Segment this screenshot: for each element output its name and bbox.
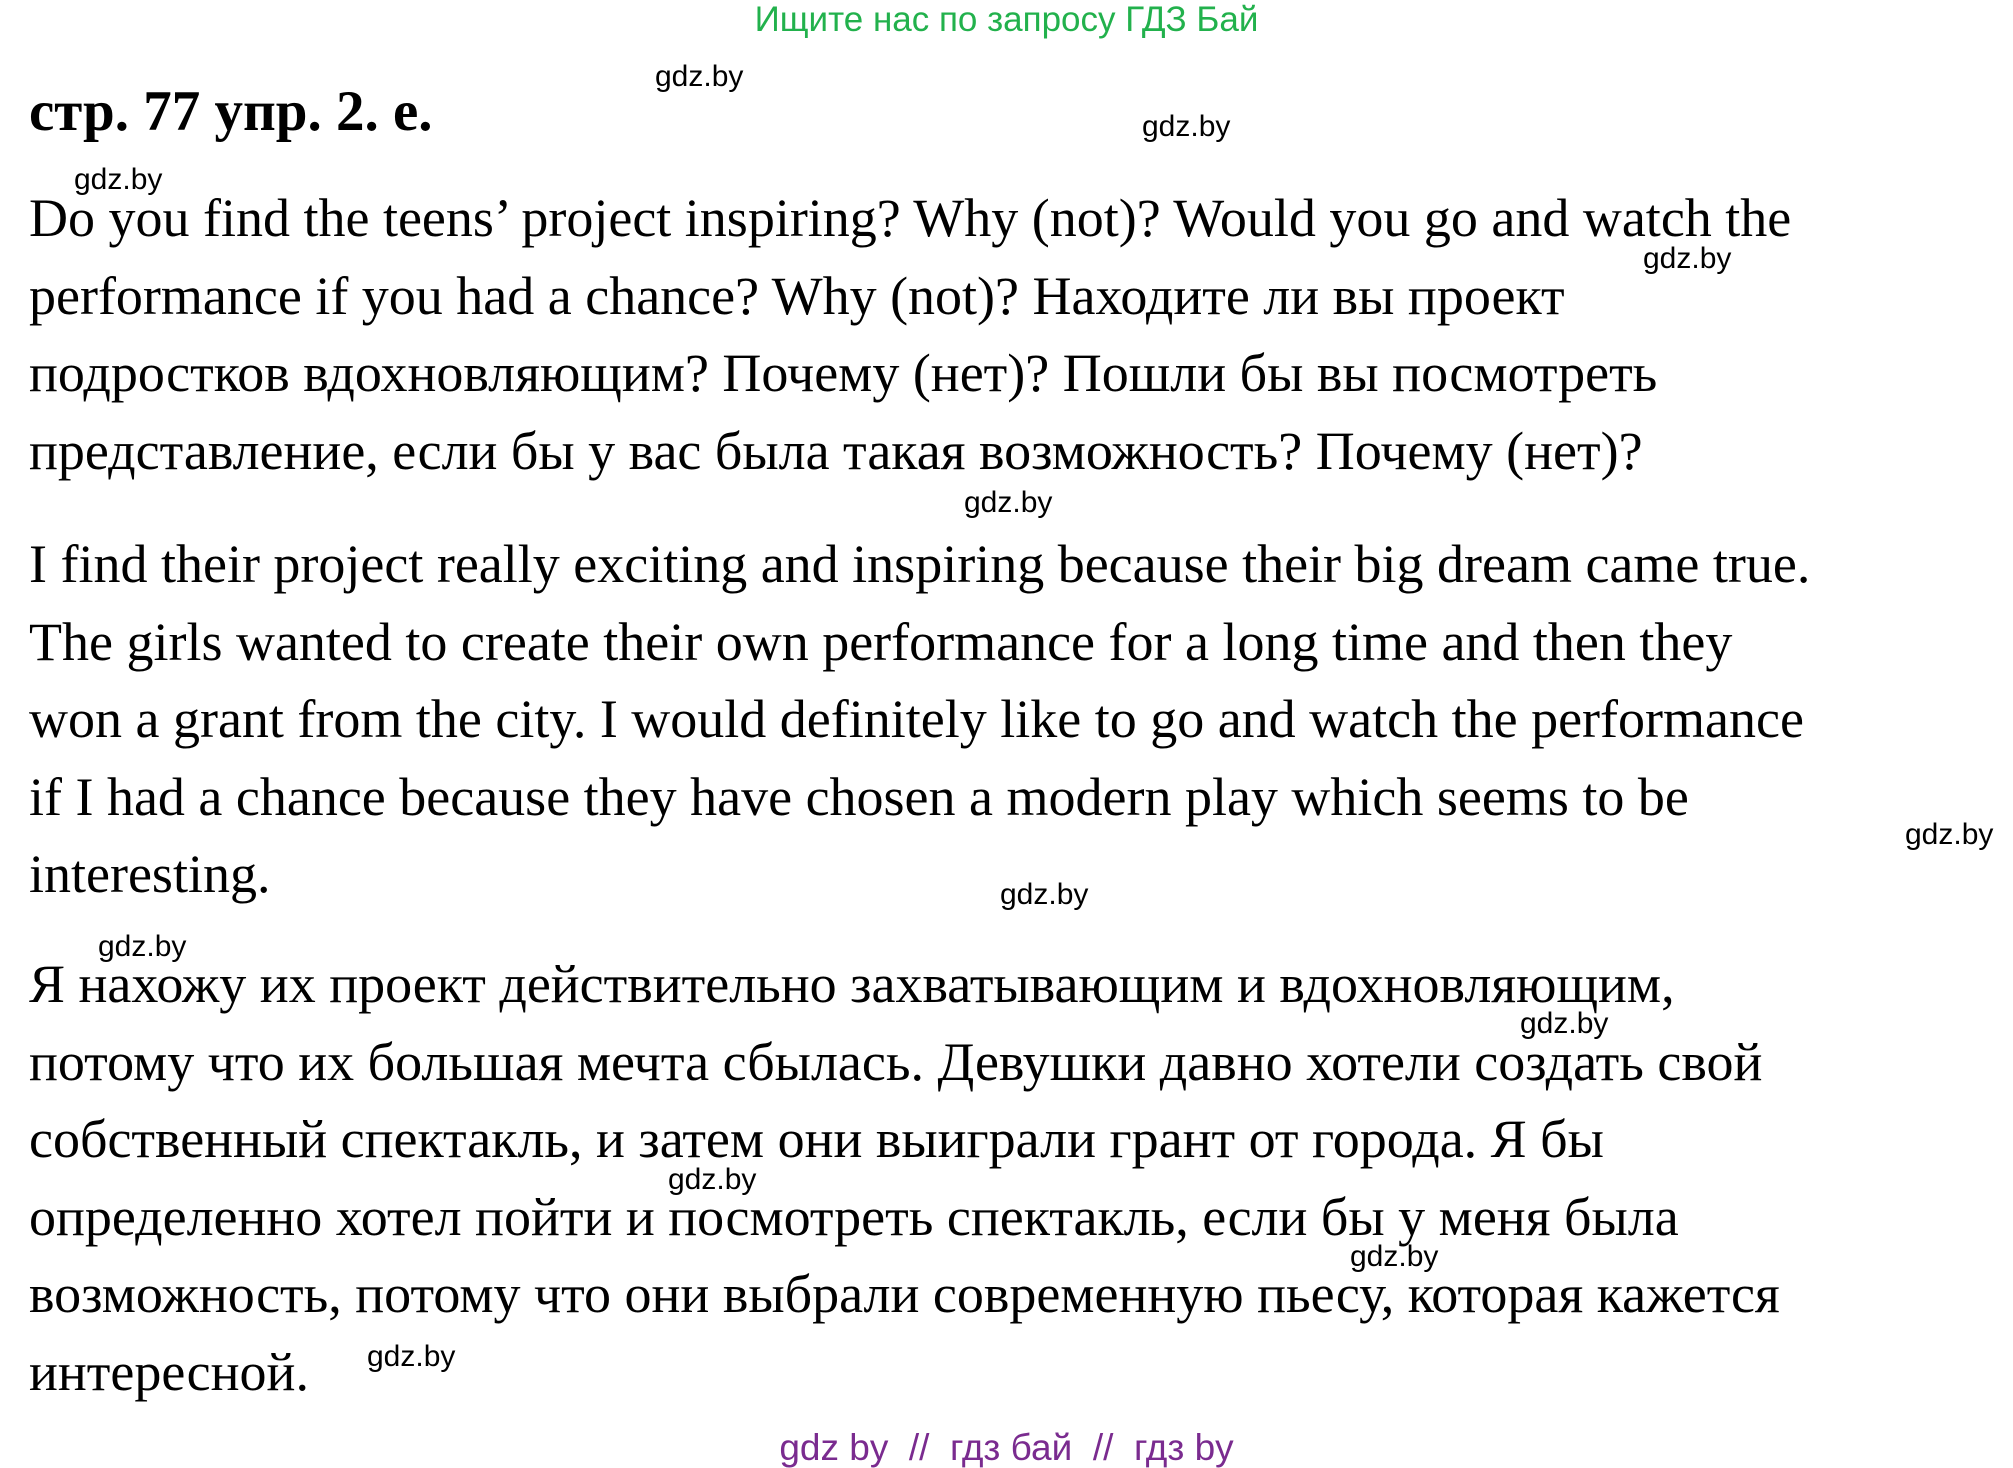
watermark: gdz.by xyxy=(668,1163,757,1196)
page-title: стр. 77 упр. 2. e. xyxy=(29,80,433,143)
watermark: gdz.by xyxy=(1905,818,1994,851)
footer-watermark: gdz by // гдз бай // гдз by xyxy=(779,1427,1234,1468)
answer-english-line: I find their project really exciting and inspiring because their big dream came true. xyxy=(29,534,1811,594)
question-line: подростков вдохновляющим? Почему (нет)? Пошли бы вы посмотреть xyxy=(29,343,1658,403)
answer-english-line: The girls wanted to create their own performance for a long time and then they xyxy=(29,611,1733,672)
answer-russian-line: собственный спектакль, и затем они выиграли грант от города. Я бы xyxy=(29,1109,1604,1169)
watermark: gdz.by xyxy=(367,1340,456,1373)
watermark: gdz.by xyxy=(1142,110,1231,143)
answer-russian-line: потому что их большая мечта сбылась. Девушки давно хотели создать свой xyxy=(29,1031,1763,1092)
question-line: представление, если бы у вас была такая возможность? Почему (нет)? xyxy=(29,420,1643,481)
watermark: gdz.by xyxy=(655,60,744,93)
answer-english-line: won a grant from the city. I would definitely like to go and watch the performance xyxy=(29,689,1804,749)
question-line: performance if you had a chance? Why (not)? Находите ли вы проект xyxy=(29,265,1565,326)
answer-russian-line: определенно хотел пойти и посмотреть спектакль, если бы у меня была xyxy=(29,1186,1679,1247)
watermark: gdz.by xyxy=(1643,242,1732,275)
answer-russian-line: возможность, потому что они выбрали современную пьесу, которая кажется xyxy=(29,1264,1780,1324)
watermark: gdz.by xyxy=(964,486,1053,519)
search-banner: Ищите нас по запросу ГДЗ Бай xyxy=(754,0,1259,39)
watermark: gdz.by xyxy=(98,930,187,963)
answer-russian-paragraph xyxy=(29,946,1780,1411)
question-line: Do you find the teens’ project inspiring? Why (not)? Would you go and watch the xyxy=(29,188,1792,248)
watermark: gdz.by xyxy=(74,163,163,196)
question-paragraph xyxy=(29,180,1791,490)
answer-russian-line: интересной. xyxy=(29,1341,309,1402)
watermark: gdz.by xyxy=(1000,878,1089,911)
answer-english-line: if I had a chance because they have chosen a modern play which seems to be xyxy=(29,766,1689,827)
watermark: gdz.by xyxy=(1350,1240,1439,1273)
answer-russian-line: Я нахожу их проект действительно захватывающим и вдохновляющим, xyxy=(29,954,1675,1014)
answer-english-line: interesting. xyxy=(29,844,271,904)
answer-english-paragraph xyxy=(29,526,1810,914)
watermark: gdz.by xyxy=(1520,1007,1609,1040)
